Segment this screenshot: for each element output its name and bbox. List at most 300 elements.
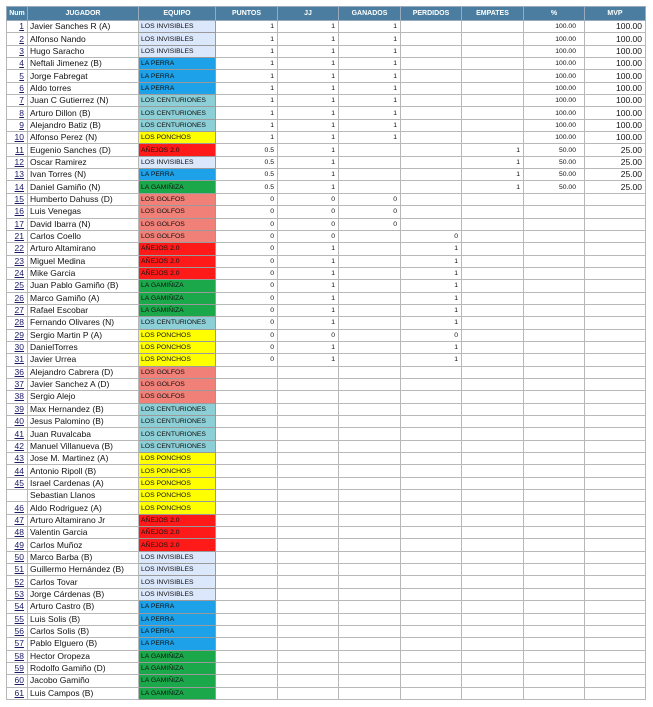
team-cell: LA GAMIÑIZA: [139, 687, 216, 699]
pct-cell: [524, 465, 585, 477]
player-name-cell: Oscar Ramirez: [28, 156, 139, 168]
empates-cell: [462, 193, 524, 205]
mvp-cell: [585, 378, 646, 390]
jj-cell: 1: [278, 58, 339, 70]
empates-cell: [462, 230, 524, 242]
perdidos-cell: [401, 613, 462, 625]
pct-cell: [524, 193, 585, 205]
ganados-cell: [339, 329, 401, 341]
team-cell: LA GAMIÑIZA: [139, 304, 216, 316]
team-cell: AÑEJOS 2.0: [139, 255, 216, 267]
ganados-cell: [339, 156, 401, 168]
header-jj: JJ: [278, 7, 339, 21]
mvp-cell: [585, 576, 646, 588]
puntos-cell: 0: [216, 341, 278, 353]
team-cell: LOS PONCHOS: [139, 453, 216, 465]
mvp-cell: [585, 588, 646, 600]
mvp-cell: [585, 403, 646, 415]
table-row: [7, 601, 646, 613]
team-cell: LOS GOLFOS: [139, 391, 216, 403]
table-row: [7, 675, 646, 687]
mvp-cell: 100.00: [585, 132, 646, 144]
jj-cell: 1: [278, 255, 339, 267]
empates-cell: [462, 453, 524, 465]
mvp-cell: 25.00: [585, 156, 646, 168]
mvp-cell: 100.00: [585, 45, 646, 57]
table-row: [7, 650, 646, 662]
table-row: [7, 354, 646, 366]
pct-cell: 100.00: [524, 119, 585, 131]
table-row: [7, 169, 646, 181]
team-cell: LA PERRA: [139, 638, 216, 650]
puntos-cell: 0.5: [216, 144, 278, 156]
empates-cell: [462, 33, 524, 45]
puntos-cell: 1: [216, 33, 278, 45]
player-name-cell: Alejandro Batiz (B): [28, 119, 139, 131]
table-row: [7, 329, 646, 341]
pct-cell: [524, 280, 585, 292]
puntos-cell: [216, 625, 278, 637]
pct-cell: [524, 551, 585, 563]
jj-cell: 1: [278, 144, 339, 156]
team-cell: LA GAMIÑIZA: [139, 675, 216, 687]
player-num-cell: 50: [7, 551, 28, 563]
empates-cell: [462, 132, 524, 144]
empates-cell: [462, 477, 524, 489]
player-name-cell: Jacobo Gamiño: [28, 675, 139, 687]
pct-cell: [524, 613, 585, 625]
jj-cell: 1: [278, 132, 339, 144]
player-num-cell: 12: [7, 156, 28, 168]
puntos-cell: [216, 378, 278, 390]
mvp-cell: [585, 477, 646, 489]
table-row: [7, 539, 646, 551]
mvp-cell: [585, 416, 646, 428]
ganados-cell: 1: [339, 119, 401, 131]
team-cell: LOS INVISIBLES: [139, 33, 216, 45]
header-perdidos: PERDIDOS: [401, 7, 462, 21]
team-cell: LOS PONCHOS: [139, 465, 216, 477]
perdidos-cell: 1: [401, 280, 462, 292]
pct-cell: [524, 440, 585, 452]
team-cell: LA GAMIÑIZA: [139, 650, 216, 662]
puntos-cell: 1: [216, 45, 278, 57]
empates-cell: [462, 650, 524, 662]
player-num-cell: 26: [7, 292, 28, 304]
mvp-cell: [585, 341, 646, 353]
table-row: [7, 82, 646, 94]
perdidos-cell: [401, 440, 462, 452]
player-name-cell: Aldo torres: [28, 82, 139, 94]
ganados-cell: [339, 304, 401, 316]
ganados-cell: [339, 354, 401, 366]
player-num-cell: 22: [7, 243, 28, 255]
ganados-cell: [339, 650, 401, 662]
ganados-cell: [339, 527, 401, 539]
jj-cell: [278, 465, 339, 477]
jj-cell: [278, 675, 339, 687]
empates-cell: [462, 206, 524, 218]
pct-cell: [524, 403, 585, 415]
jj-cell: 0: [278, 230, 339, 242]
empates-cell: [462, 107, 524, 119]
table-row: [7, 156, 646, 168]
ganados-cell: [339, 675, 401, 687]
mvp-cell: 100.00: [585, 70, 646, 82]
player-num-cell: 29: [7, 329, 28, 341]
jj-cell: [278, 662, 339, 674]
mvp-cell: [585, 465, 646, 477]
mvp-cell: [585, 675, 646, 687]
player-name-cell: Carlos Tovar: [28, 576, 139, 588]
player-name-cell: Guillermo Hernández (B): [28, 564, 139, 576]
ganados-cell: [339, 662, 401, 674]
ganados-cell: [339, 440, 401, 452]
team-cell: LOS INVISIBLES: [139, 45, 216, 57]
perdidos-cell: [401, 428, 462, 440]
player-num-cell: 60: [7, 675, 28, 687]
team-cell: LOS INVISIBLES: [139, 564, 216, 576]
jj-cell: [278, 428, 339, 440]
team-cell: LOS PONCHOS: [139, 490, 216, 502]
player-num-cell: 5: [7, 70, 28, 82]
jj-cell: [278, 539, 339, 551]
empates-cell: [462, 588, 524, 600]
perdidos-cell: [401, 490, 462, 502]
empates-cell: [462, 341, 524, 353]
player-name-cell: Jesus Palomino (B): [28, 416, 139, 428]
ganados-cell: 0: [339, 193, 401, 205]
mvp-cell: [585, 292, 646, 304]
ganados-cell: [339, 687, 401, 699]
perdidos-cell: [401, 218, 462, 230]
player-num-cell: 42: [7, 440, 28, 452]
mvp-cell: [585, 243, 646, 255]
puntos-cell: [216, 440, 278, 452]
perdidos-cell: [401, 551, 462, 563]
player-num-cell: 9: [7, 119, 28, 131]
player-name-cell: Sebastian Llanos: [28, 490, 139, 502]
table-row: [7, 588, 646, 600]
player-num-cell: 31: [7, 354, 28, 366]
empates-cell: [462, 687, 524, 699]
pct-cell: [524, 428, 585, 440]
empates-cell: 1: [462, 144, 524, 156]
team-cell: LOS CENTURIONES: [139, 119, 216, 131]
puntos-cell: [216, 465, 278, 477]
table-row: [7, 613, 646, 625]
team-cell: LOS CENTURIONES: [139, 403, 216, 415]
puntos-cell: 0: [216, 304, 278, 316]
pct-cell: 100.00: [524, 58, 585, 70]
player-name-cell: Luis Solis (B): [28, 613, 139, 625]
empates-cell: [462, 625, 524, 637]
empates-cell: [462, 95, 524, 107]
header-empates: EMPATES: [462, 7, 524, 21]
pct-cell: 100.00: [524, 107, 585, 119]
empates-cell: [462, 391, 524, 403]
mvp-cell: [585, 514, 646, 526]
jj-cell: [278, 625, 339, 637]
empates-cell: [462, 675, 524, 687]
puntos-cell: [216, 527, 278, 539]
header-equipo: EQUIPO: [139, 7, 216, 21]
table-row: [7, 193, 646, 205]
team-cell: LOS CENTURIONES: [139, 107, 216, 119]
ganados-cell: [339, 403, 401, 415]
player-name-cell: Sergio Alejo: [28, 391, 139, 403]
mvp-cell: [585, 366, 646, 378]
player-name-cell: Eugenio Sanches (D): [28, 144, 139, 156]
table-row: [7, 58, 646, 70]
team-cell: LOS GOLFOS: [139, 230, 216, 242]
table-row: [7, 119, 646, 131]
jj-cell: 1: [278, 181, 339, 193]
table-row: [7, 551, 646, 563]
perdidos-cell: 1: [401, 317, 462, 329]
table-row: [7, 490, 646, 502]
pct-cell: [524, 625, 585, 637]
jj-cell: [278, 687, 339, 699]
ganados-cell: 1: [339, 132, 401, 144]
perdidos-cell: [401, 416, 462, 428]
puntos-cell: 1: [216, 82, 278, 94]
puntos-cell: [216, 453, 278, 465]
player-name-cell: Pablo Elguero (B): [28, 638, 139, 650]
player-name-cell: Aldo Rodriguez (A): [28, 502, 139, 514]
mvp-cell: [585, 650, 646, 662]
perdidos-cell: [401, 119, 462, 131]
table-row: [7, 638, 646, 650]
player-num-cell: 4: [7, 58, 28, 70]
player-num-cell: 6: [7, 82, 28, 94]
empates-cell: [462, 564, 524, 576]
player-name-cell: DanielTorres: [28, 341, 139, 353]
ganados-cell: [339, 243, 401, 255]
jj-cell: 1: [278, 21, 339, 33]
empates-cell: [462, 662, 524, 674]
team-cell: LA PERRA: [139, 169, 216, 181]
pct-cell: [524, 391, 585, 403]
ganados-cell: [339, 230, 401, 242]
mvp-cell: 100.00: [585, 95, 646, 107]
jj-cell: [278, 502, 339, 514]
pct-cell: 100.00: [524, 33, 585, 45]
ganados-cell: [339, 144, 401, 156]
empates-cell: [462, 243, 524, 255]
table-row: [7, 181, 646, 193]
player-name-cell: Carlos Coello: [28, 230, 139, 242]
pct-cell: [524, 502, 585, 514]
table-row: [7, 33, 646, 45]
pct-cell: [524, 366, 585, 378]
player-num-cell: 61: [7, 687, 28, 699]
ganados-cell: [339, 366, 401, 378]
ganados-cell: 1: [339, 45, 401, 57]
mvp-cell: 100.00: [585, 21, 646, 33]
puntos-cell: [216, 551, 278, 563]
perdidos-cell: 1: [401, 341, 462, 353]
ganados-cell: [339, 601, 401, 613]
player-num-cell: 44: [7, 465, 28, 477]
puntos-cell: [216, 416, 278, 428]
mvp-cell: 100.00: [585, 33, 646, 45]
player-num-cell: 2: [7, 33, 28, 45]
pct-cell: [524, 267, 585, 279]
puntos-cell: 0: [216, 267, 278, 279]
team-cell: LA GAMIÑIZA: [139, 280, 216, 292]
pct-cell: [524, 378, 585, 390]
puntos-cell: 1: [216, 70, 278, 82]
puntos-cell: 1: [216, 21, 278, 33]
table-row: [7, 304, 646, 316]
empates-cell: [462, 514, 524, 526]
pct-cell: 100.00: [524, 95, 585, 107]
player-name-cell: Sergio Martin P (A): [28, 329, 139, 341]
player-name-cell: Antonio Ripoll (B): [28, 465, 139, 477]
perdidos-cell: [401, 33, 462, 45]
player-num-cell: 23: [7, 255, 28, 267]
perdidos-cell: [401, 366, 462, 378]
player-name-cell: Hugo Saracho: [28, 45, 139, 57]
player-num-cell: 38: [7, 391, 28, 403]
perdidos-cell: [401, 70, 462, 82]
puntos-cell: [216, 650, 278, 662]
empates-cell: [462, 292, 524, 304]
perdidos-cell: [401, 82, 462, 94]
jj-cell: [278, 650, 339, 662]
player-num-cell: 51: [7, 564, 28, 576]
player-name-cell: Arturo Altamirano Jr: [28, 514, 139, 526]
player-name-cell: Ivan Torres (N): [28, 169, 139, 181]
empates-cell: [462, 82, 524, 94]
player-num-cell: 45: [7, 477, 28, 489]
mvp-cell: [585, 527, 646, 539]
player-num-cell: 24: [7, 267, 28, 279]
ganados-cell: [339, 255, 401, 267]
ganados-cell: 1: [339, 33, 401, 45]
player-name-cell: Fernando Olivares (N): [28, 317, 139, 329]
player-name-cell: Jorge Fabregat: [28, 70, 139, 82]
ganados-cell: 0: [339, 206, 401, 218]
pct-cell: 100.00: [524, 21, 585, 33]
empates-cell: [462, 45, 524, 57]
puntos-cell: 0: [216, 329, 278, 341]
ganados-cell: 1: [339, 21, 401, 33]
team-cell: LA GAMIÑIZA: [139, 292, 216, 304]
pct-cell: [524, 354, 585, 366]
ganados-cell: [339, 490, 401, 502]
pct-cell: 50.00: [524, 144, 585, 156]
player-num-cell: 41: [7, 428, 28, 440]
player-num-cell: 37: [7, 378, 28, 390]
perdidos-cell: 1: [401, 267, 462, 279]
ganados-cell: [339, 514, 401, 526]
player-num-cell: 10: [7, 132, 28, 144]
player-name-cell: Juan Pablo Gamiño (B): [28, 280, 139, 292]
header-puntos: PUNTOS: [216, 7, 278, 21]
mvp-cell: 100.00: [585, 58, 646, 70]
team-cell: LA PERRA: [139, 70, 216, 82]
table-row: [7, 317, 646, 329]
mvp-cell: [585, 218, 646, 230]
perdidos-cell: [401, 156, 462, 168]
player-name-cell: Arturo Dillon (B): [28, 107, 139, 119]
ganados-cell: [339, 638, 401, 650]
ganados-cell: [339, 181, 401, 193]
puntos-cell: 1: [216, 95, 278, 107]
player-num-cell: 57: [7, 638, 28, 650]
pct-cell: 50.00: [524, 169, 585, 181]
table-row: [7, 45, 646, 57]
puntos-cell: [216, 613, 278, 625]
mvp-cell: [585, 502, 646, 514]
team-cell: LOS GOLFOS: [139, 218, 216, 230]
team-cell: LA PERRA: [139, 613, 216, 625]
player-num-cell: 28: [7, 317, 28, 329]
player-name-cell: Jose M. Martinez (A): [28, 453, 139, 465]
perdidos-cell: [401, 514, 462, 526]
jj-cell: 1: [278, 243, 339, 255]
mvp-cell: [585, 329, 646, 341]
jj-cell: [278, 440, 339, 452]
empates-cell: [462, 403, 524, 415]
perdidos-cell: 1: [401, 304, 462, 316]
table-row: [7, 230, 646, 242]
jj-cell: 1: [278, 304, 339, 316]
team-cell: AÑEJOS 2.0: [139, 527, 216, 539]
ganados-cell: [339, 564, 401, 576]
puntos-cell: 1: [216, 119, 278, 131]
jj-cell: 1: [278, 33, 339, 45]
player-name-cell: Arturo Altamirano: [28, 243, 139, 255]
mvp-cell: [585, 662, 646, 674]
pct-cell: [524, 601, 585, 613]
empates-cell: 1: [462, 169, 524, 181]
player-num-cell: 13: [7, 169, 28, 181]
pct-cell: [524, 206, 585, 218]
ganados-cell: [339, 292, 401, 304]
team-cell: LOS PONCHOS: [139, 329, 216, 341]
jj-cell: 0: [278, 193, 339, 205]
jj-cell: 1: [278, 119, 339, 131]
perdidos-cell: [401, 193, 462, 205]
mvp-cell: [585, 564, 646, 576]
mvp-cell: [585, 613, 646, 625]
ganados-cell: [339, 317, 401, 329]
player-num-cell: 56: [7, 625, 28, 637]
pct-cell: [524, 514, 585, 526]
perdidos-cell: [401, 576, 462, 588]
pct-cell: [524, 527, 585, 539]
mvp-cell: [585, 625, 646, 637]
header-pct: %: [524, 7, 585, 21]
team-cell: LOS CENTURIONES: [139, 428, 216, 440]
puntos-cell: 0: [216, 354, 278, 366]
table-row: [7, 403, 646, 415]
jj-cell: 0: [278, 206, 339, 218]
puntos-cell: 0: [216, 230, 278, 242]
jj-cell: 0: [278, 218, 339, 230]
perdidos-cell: [401, 564, 462, 576]
jj-cell: 1: [278, 354, 339, 366]
perdidos-cell: [401, 465, 462, 477]
jj-cell: [278, 613, 339, 625]
team-cell: LOS CENTURIONES: [139, 416, 216, 428]
player-num-cell: 11: [7, 144, 28, 156]
mvp-cell: [585, 206, 646, 218]
jj-cell: [278, 453, 339, 465]
